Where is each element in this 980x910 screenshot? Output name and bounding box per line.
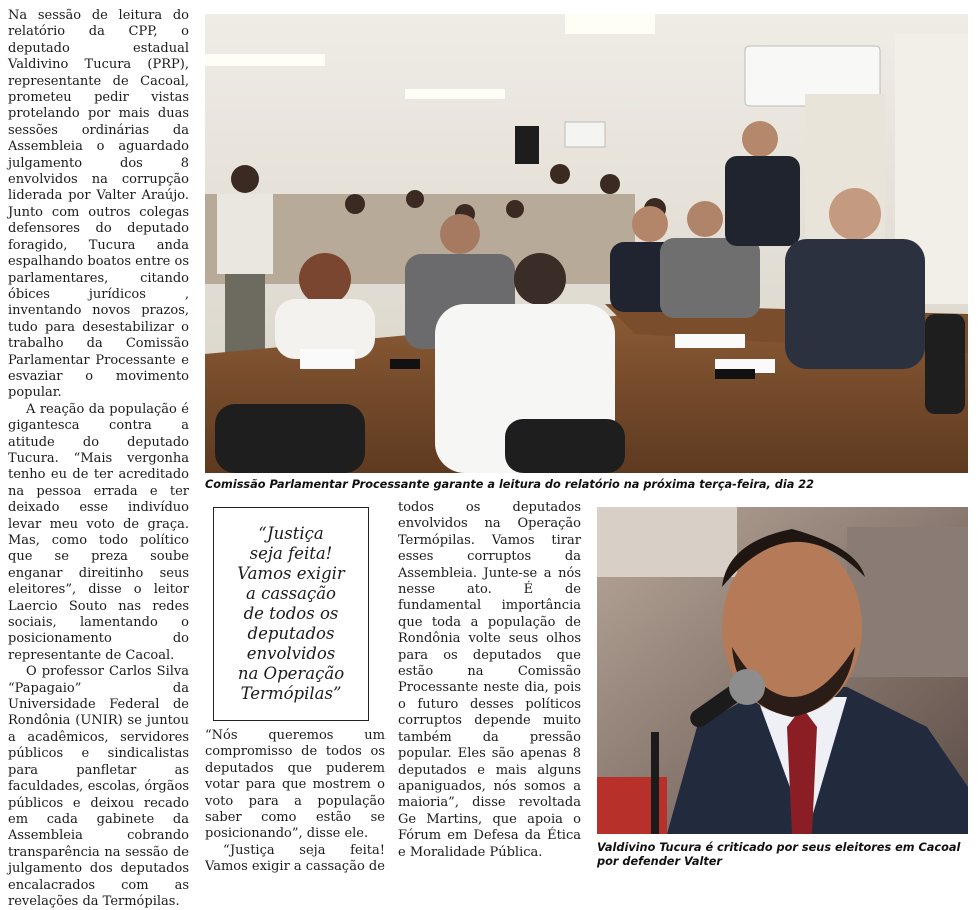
commission-session-photo: [205, 14, 968, 473]
article-paragraph: A reação da população é gigantesca contra a atitude do deputado Tucura. “Mais vergonha tenho eu de ter acreditado na pessoa errada e ter deixado esse indivíduo levar meu voto de graça. Mas, como todo político que se preza soube enganar direitinho seus eleitores”, disse o leitor Laercio Souto nas redes sociais, lamentando o posicionamento do representante de Cacoal.: [8, 401, 189, 663]
valdivino-tucura-photo: [597, 507, 968, 834]
article-column-3: [398, 500, 581, 861]
main-photo-caption: Comissão Parlamentar Processante garante a leitura do relatório na próxima terça-feira, dia 22: [205, 478, 814, 491]
valdivino-tucura-illustration: [597, 507, 968, 834]
article-paragraph: todos os deputados envolvidos na Operação Termópilas. Vamos tirar esses corruptos da Assembleia. Junte-se a nós nesse ato. É de fundamental importância que toda a população de Rondônia volte seus olhos para os deputados que estão na Comissão Processante neste dia, pois o futuro desses políticos corruptos depende muito também da pressão popular. Eles são apenas 8 deputados e mais alguns apaniguados, nós somos a maioria”, disse revoltada Ge Martins, que apoia o Fórum em Defesa da Ética e Moralidade Pública.: [398, 500, 581, 860]
article-paragraph: “Justiça seja feita! Vamos exigir a cassação de: [205, 842, 385, 875]
article-paragraph: Na sessão de leitura do relatório da CPP, o deputado estadual Valdivino Tucura (PRP), representante de Cacoal, prometeu pedir vistas protelando por mais duas sessões ordinárias da Assembleia o aguardado julgamento dos 8 envolvidos na corrupção liderada por Valter Araújo. Junto com outros colegas defensores do deputado foragido, Tucura anda espalhando boatos entre os parlamentares, citando óbices jurídicos , inventando novos prazos, tudo para desestabilizar o trabalho da Comissão Parlamentar Processante e esvaziar o movimento popular.: [8, 8, 189, 401]
pull-quote: “Justiça seja feita! Vamos exigir a cassação de todos os deputados envolvidos na Operação Termópilas”: [237, 524, 345, 703]
article-paragraph: “Nós queremos um compromisso de todos os deputados que puderem votar para que mostrem o voto para a população saber como estão se posicionando”, disse ele.: [205, 728, 385, 842]
valdivino-photo-caption: Valdivino Tucura é criticado por seus eleitores em Cacoal por defender Valter: [597, 841, 961, 868]
article-paragraph: O professor Carlos Silva “Papagaio” da Universidade Federal de Rondônia (UNIR) se juntou a acadêmicos, servidores públicos e sindicalistas para panfletar as faculdades, escolas, órgãos públicos e deixou recado em cada gabinete da Assembleia cobrando transparência na sessão de julgamento dos deputados encalacrados com as revelações da Termópilas.: [8, 664, 189, 909]
pull-quote-box: [213, 507, 369, 721]
commission-session-illustration: [205, 14, 968, 473]
article-column-1: [8, 8, 189, 910]
article-column-2: [205, 728, 385, 876]
